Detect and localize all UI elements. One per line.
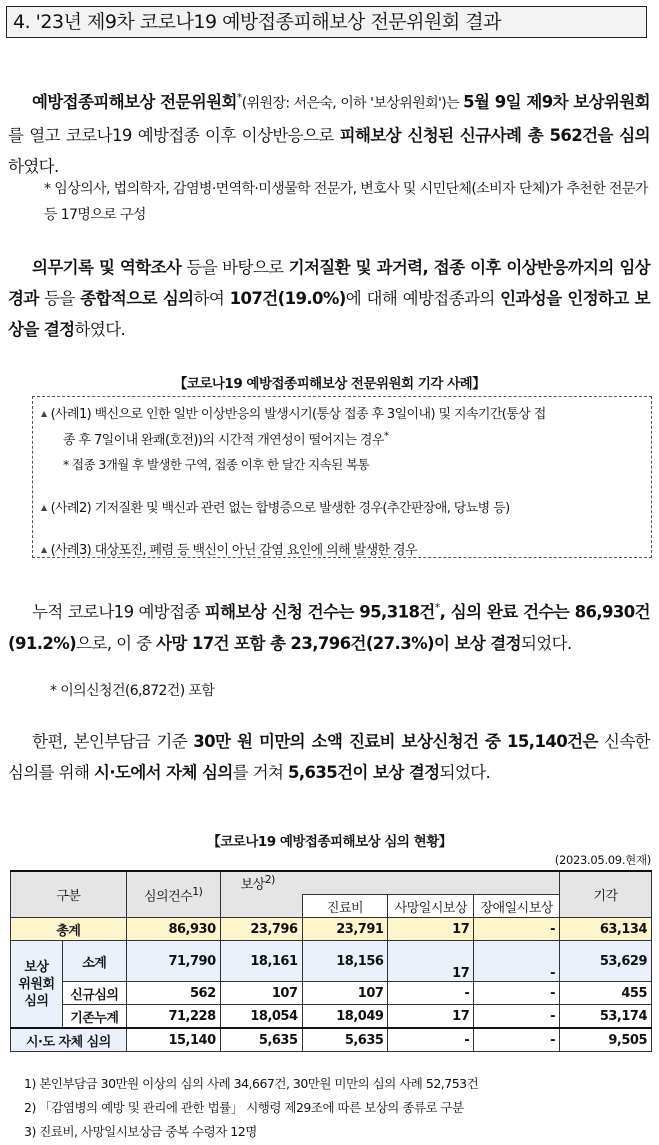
header-compensation: 보상$^{2)}$ bbox=[220, 871, 559, 895]
paragraph-committee-meeting: 예방접종피해보상 전문위원회*(위원장: 서은숙, 이하 '보상위원회')는 5월 9일 제9차 보상위원회를 열고 코로나19 예방접종 이후 이상반응으로 피해보상 신청된 신규사례 총 562건을 심의하였다. bbox=[8, 91, 650, 176]
triangle-bullet-icon: ▲ bbox=[41, 503, 47, 512]
rejection-case-1-note: * 접종 3개월 후 발생한 구역, 접종 이후 한 달간 지속된 복통 bbox=[63, 457, 369, 472]
table-row-local: 시·도 자체 심의 15,140 5,635 5,635 - - 9,505 bbox=[11, 1028, 652, 1052]
paragraph-review-result: 의무기록 및 역학조사 등을 바탕으로 기저질환 및 과거력, 접종 이후 이상반응까지의 임상경과 등을 종합적으로 심의하여 107건(19.0%)에 대해 예방접종과의 인과성을 인정하고 보상을 결정하였다. bbox=[8, 258, 651, 339]
rejection-case-1-continued: 종 후 7일이내 완쾌(호전))의 시간적 개연성이 떨어지는 경우* bbox=[63, 430, 389, 448]
header-rejected: 기각 bbox=[560, 871, 652, 918]
table-footnote-1: 1) 본인부담금 30만원 이상의 심의 사례 34,667건, 30만원 미만의 심의 사례 52,753건 bbox=[24, 1076, 479, 1091]
paragraph-local-review: 한편, 본인부담금 기준 30만 원 미만의 소액 진료비 보상신청건 중 15,140건은 신속한 심의를 위해 시·도에서 자체 심의를 거쳐 5,635건이 보상 결정되었다. bbox=[8, 732, 650, 782]
table-header-row bbox=[11, 871, 652, 895]
section-title: 4. '23년 제9차 코로나19 예방접종피해보상 전문위원회 결과 bbox=[6, 6, 647, 38]
triangle-bullet-icon: ▲ bbox=[41, 409, 47, 418]
committee-review-group-label: 보상 위원회 심의 bbox=[11, 941, 63, 1029]
header-medical: 진료비 bbox=[302, 895, 388, 918]
rejection-case-3: ▲ (사례3) 대상포진, 폐렴 등 백신이 아닌 감염 요인에 의해 발생한 경우 bbox=[41, 543, 417, 558]
rejection-case-2: ▲ (사례2) 기저질환 및 백신과 관련 없는 합병증으로 발생한 경우(추간판장애, 당뇨병 등) bbox=[41, 501, 510, 516]
triangle-bullet-icon: ▲ bbox=[41, 545, 47, 554]
table-row-new: 신규심의 562 107 107 - - 455 bbox=[11, 982, 652, 1005]
table-title: 【코로나19 예방접종피해보상 심의 현황】 bbox=[207, 834, 452, 850]
committee-composition-note: * 임상의사, 법의학자, 감염병·면역학·미생물학 전문가, 변호사 및 시민단체(소비자 단체)가 추천한 전문가 등 17명으로 구성 bbox=[44, 181, 648, 223]
objection-cases-note: * 이의신청건(6,872건) 포함 bbox=[50, 683, 215, 699]
table-row-subtotal: 보상 위원회 심의 소계 71,790 18,161 18,156 17 - 53,629 bbox=[11, 941, 652, 982]
as-of-date: (2023.05.09.현재) bbox=[554, 853, 651, 867]
paragraph-cumulative-applications: 누적 코로나19 예방접종 피해보상 신청 건수는 95,318건*, 심의 완료 건수는 86,930건(91.2%)으로, 이 중 사망 17건 포함 총 23,796건(27.3%)이 보상 결정되었다. bbox=[8, 601, 650, 653]
table-footnote-2: 2) 「감염병의 예방 및 관리에 관한 법률」 시행령 제29조에 따른 보상의 종류로 구분 bbox=[24, 1100, 464, 1115]
table-row-total: 총계 86,930 23,796 23,791 17 - 63,134 bbox=[11, 918, 652, 941]
header-reviewed: 심의건수$^{1)}$ bbox=[126, 871, 220, 918]
table-footnote-3: 3) 진료비, 사망일시보상금 중복 수령자 12명 bbox=[24, 1124, 257, 1139]
header-category: 구분 bbox=[11, 871, 127, 918]
review-status-table bbox=[10, 870, 652, 1052]
rejection-cases-title: 【코로나19 예방접종피해보상 전문위원회 기각 사례】 bbox=[173, 376, 486, 392]
rejection-case-1: ▲ (사례1) 백신으로 인한 일반 이상반응의 발생시기(통상 접종 후 3일이내) 및 지속기간(통상 접 bbox=[41, 407, 546, 422]
table-row-existing: 기존누계 71,228 18,054 18,049 17 - 53,174 bbox=[11, 1005, 652, 1029]
rejection-cases-box bbox=[32, 396, 652, 558]
header-death: 사망일시보상 bbox=[388, 895, 474, 918]
header-disability: 장애일시보상 bbox=[474, 895, 560, 918]
